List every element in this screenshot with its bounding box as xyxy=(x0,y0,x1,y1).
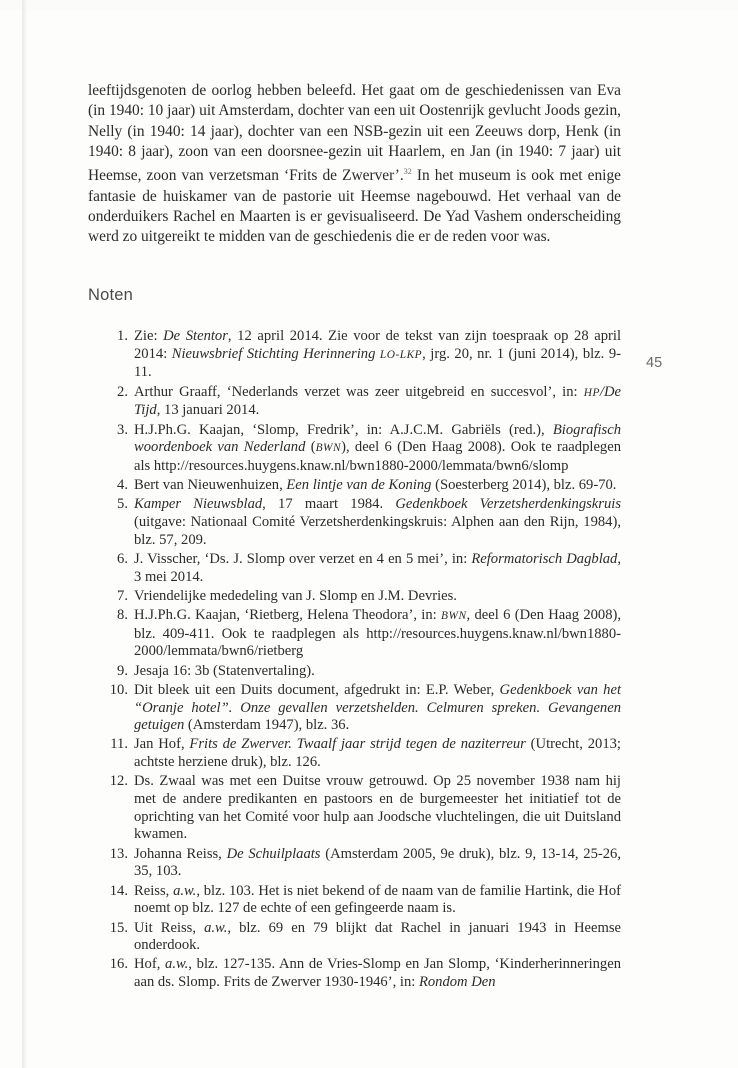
body-paragraph xyxy=(88,81,621,248)
note-text: J. Visscher, ‘Ds. J. Slomp over verzet en 4 en 5 mei’, in: xyxy=(134,550,472,567)
page-top-edge xyxy=(0,0,738,10)
note-number: 11. xyxy=(110,736,128,753)
show-through-text xyxy=(682,660,700,920)
note-title-italic: Rondom Den xyxy=(418,974,496,991)
note-title-italic: Een lintje van de Koning xyxy=(286,477,432,494)
note-item xyxy=(88,736,621,771)
note-title-italic: a.w. xyxy=(173,882,197,899)
note-number: 6. xyxy=(117,550,128,567)
note-item xyxy=(88,551,621,586)
note-text: (Utrecht, 2013; achtste herziene druk), blz. 126. xyxy=(134,736,621,771)
note-item xyxy=(88,588,621,606)
note-text: Ds. Zwaal was met een Duitse vrouw getrouwd. Op 25 november 1938 nam hij met de andere predikanten en pastoors en de burgemeester het initiatief tot de oprichting van het Comité voor hulp aan Joodsche vluchtelingen, die uit Duitsland kwamen. xyxy=(134,773,621,843)
note-number: 10. xyxy=(109,681,128,698)
note-item xyxy=(88,477,621,495)
note-abbreviation: BWN xyxy=(441,610,467,623)
note-text: Dit bleek uit een Duits document, afgedrukt in: E.P. Weber, xyxy=(134,681,500,698)
note-text: Vriendelijke mededeling van J. Slomp en J.M. Devries. xyxy=(134,587,457,604)
note-text: Arthur Graaff, ‘Nederlands verzet was zeer uitgebreid en succesvol’, in: xyxy=(134,383,584,400)
body-text-end: In het museum is ook met enige fantasie de huiskamer van de pastorie uit Heemse nagebouwd. Het verhaal van de onderduikers Rachel en Maarten is er gevisualiseerd. De Yad Vashem onderscheiding werd zo uitgereikt te midden van de geschiedenis die er de reden voor was. xyxy=(88,167,621,246)
footnote-ref-32[interactable]: 32 xyxy=(403,167,412,177)
note-text: , deel 6 (Den Haag 2008), blz. 409-411. Ook te raadplegen als http://resources.huygens.knaw.nl/bwn1880-2000/lemmata/bwn6/rietberg xyxy=(134,607,622,660)
note-text: , blz. 127-135. Ann de Vries-Slomp en Jan Slomp, ‘Kinderherinneringen aan ds. Slomp. Frits de Zwerver 1930-1946’, in: xyxy=(134,956,621,991)
note-text: Bert van Nieuwenhuizen, xyxy=(134,477,287,494)
note-text: ( xyxy=(305,439,316,456)
note-number: 8. xyxy=(117,607,128,624)
page-gutter xyxy=(22,0,28,1068)
note-item xyxy=(88,328,621,382)
note-text: Jan Hof, xyxy=(134,736,190,753)
note-number: 12. xyxy=(109,773,128,790)
note-title-italic: a.w. xyxy=(204,919,228,936)
note-number: 3. xyxy=(117,421,128,438)
notes-heading: Noten xyxy=(88,286,134,304)
note-title-italic: Gedenkboek Verzetsherdenkingskruis xyxy=(395,496,621,513)
note-text: H.J.Ph.G. Kaajan, ‘Rietberg, Helena Theodora’, in: xyxy=(134,607,442,624)
note-text: , jrg. 20, nr. 1 (juni 2014), blz. 9-11. xyxy=(134,345,621,381)
note-item xyxy=(88,956,621,991)
page-number: 45 xyxy=(646,355,663,371)
note-text: , blz. 69 en 79 blijkt dat Rachel in januari 1943 in Heemse onderdook. xyxy=(134,919,621,954)
note-text: (Amsterdam 1947), blz. 36. xyxy=(184,717,350,734)
notes-list xyxy=(88,328,621,993)
note-title-italic: Gedenkboek van het “Oranje hotel”. Onze gevallen verzetshelden. Celmuren spreken. Gevangenen getuigen xyxy=(134,681,622,734)
note-text: ), deel 6 (Den Haag 2008). Ook te raadplegen als http://resources.huygens.knaw.nl/bwn1880-2000/lemmata/bwn6/slomp xyxy=(134,439,621,474)
note-text: H.J.Ph.G. Kaajan, ‘Slomp, Fredrik’, in: A.J.C.M. Gabriëls (red.), xyxy=(134,421,553,438)
note-number: 4. xyxy=(117,477,128,494)
note-number: 9. xyxy=(117,662,128,679)
note-number: 7. xyxy=(117,587,128,604)
note-text: (Amsterdam 2005, 9e druk), blz. 9, 13-14, 25-26, 35, 103. xyxy=(134,845,621,880)
note-text: (Soesterberg 2014), blz. 69-70. xyxy=(431,477,617,494)
note-number: 2. xyxy=(117,383,128,400)
note-abbreviation: HP xyxy=(583,386,600,399)
note-item xyxy=(88,846,621,881)
note-number: 16. xyxy=(109,956,128,973)
note-number: 15. xyxy=(109,919,128,936)
note-text: Uit Reiss, xyxy=(134,919,205,936)
note-item xyxy=(88,384,621,420)
note-number: 1. xyxy=(117,328,128,344)
note-item xyxy=(88,496,621,549)
note-text: , 3 mei 2014. xyxy=(134,550,621,585)
body-text-main: leeftijdsgenoten de oorlog hebben beleefd. Het gaat om de geschiedenissen van Eva (in 1940: 10 jaar) uit Amsterdam, dochter van een uit Oostenrijk gevlucht Joods gezin, Nelly (in 1940: 14 jaar), dochter van een NSB-gezin uit een Zeeuws dorp, Henk (in 1940: 8 jaar), zoon van een doorsnee-gezin uit Haarlem, en Jan (in 1940: 7 jaar) uit Heemse, zoon van verzetsman ‘Frits de Zwerver’. xyxy=(88,82,621,185)
note-text: Johanna Reiss, xyxy=(134,845,227,862)
note-number: 5. xyxy=(117,496,128,513)
note-text: , blz. 103. Het is niet bekend of de naam van de familie Hartink, die Hof noemt op blz. 127 de echte of een gefingeerde naam is. xyxy=(134,882,622,917)
note-text: Zie: xyxy=(134,328,164,344)
note-item xyxy=(88,663,621,681)
note-title-italic: Frits de Zwerver. Twaalf jaar strijd tegen de naziterreur xyxy=(189,736,526,753)
note-item xyxy=(88,920,621,955)
note-text: (uitgave: Nationaal Comité Verzetsherdenkingskruis: Alphen aan den Rijn, 1984), blz. 57, 209. xyxy=(134,514,621,548)
note-title-italic: Kamper Nieuwsblad xyxy=(134,496,263,513)
note-item xyxy=(88,682,621,735)
note-text: , 12 april 2014. Zie voor de tekst van zijn toespraak op 28 april 2014: xyxy=(134,328,622,362)
note-title-italic: Biografisch woordenboek van Nederland xyxy=(134,421,621,456)
note-item xyxy=(88,607,621,661)
note-abbreviation: LO-LKP xyxy=(379,348,423,361)
note-number: 14. xyxy=(109,882,128,899)
body-paragraph-text xyxy=(88,81,621,248)
note-title-italic: Nieuwsbrief Stichting Herinnering xyxy=(171,345,380,362)
note-text: Reiss, xyxy=(134,882,174,899)
note-title-italic: De Stentor xyxy=(163,328,228,344)
note-text: Jesaja 16: 3b (Statenvertaling). xyxy=(134,662,315,679)
note-text: , 17 maart 1984. xyxy=(262,496,396,513)
note-abbreviation: BWN xyxy=(315,442,342,455)
note-item xyxy=(88,883,621,918)
note-item xyxy=(88,773,621,844)
note-number: 13. xyxy=(109,845,128,862)
note-item xyxy=(88,422,621,476)
note-title-italic: /De Tijd xyxy=(134,383,621,419)
note-text: Hof, xyxy=(134,956,166,973)
note-title-italic: a.w. xyxy=(165,956,189,973)
note-text: , 13 januari 2014. xyxy=(156,402,260,419)
note-title-italic: Reformatorisch Dagblad xyxy=(471,550,618,567)
note-title-italic: De Schuilplaats xyxy=(226,845,321,862)
